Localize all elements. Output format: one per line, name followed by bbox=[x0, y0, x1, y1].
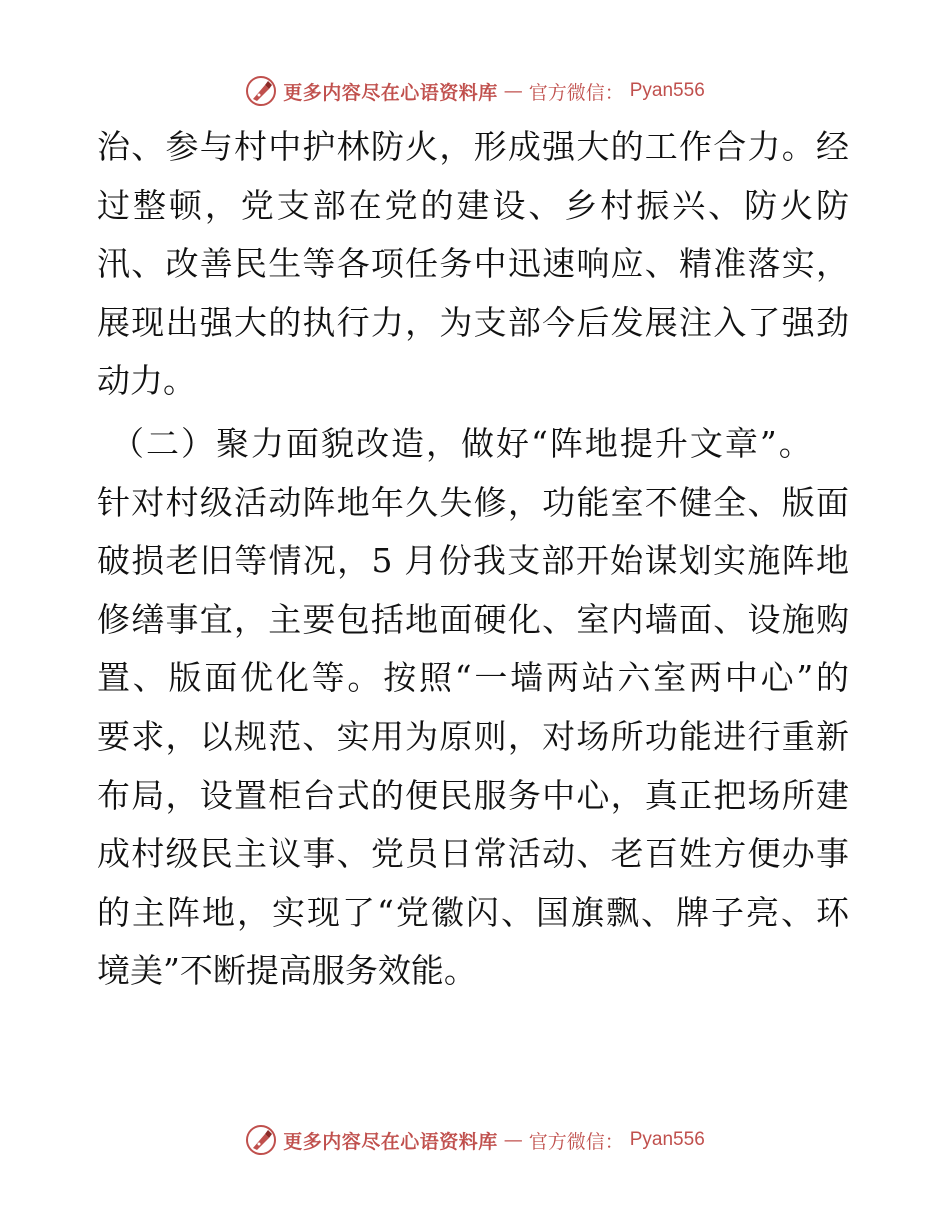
text-line: 修缮事宜，主要包括地面硬化、室内墙面、设施购 bbox=[97, 599, 849, 639]
text-line: 治、参与村中护林防火，形成强大的工作合力。经 bbox=[97, 127, 849, 166]
footer-banner bbox=[0, 1120, 950, 1160]
text-line: 要求，以规范、实用为原则，对场所功能进行重新 bbox=[97, 716, 849, 756]
banner-brand-text: 更多内容尽在心语资料库 bbox=[283, 1130, 498, 1153]
header-banner bbox=[0, 71, 950, 111]
banner-separator: — bbox=[503, 80, 523, 102]
section-heading: （二）聚力面貌改造，做好“阵地提升文章”。 bbox=[111, 423, 814, 463]
banner-wechat-id: Pyan556 bbox=[629, 1129, 705, 1150]
text-line: 汛、改善民生等各项任务中迅速响应、精准落实， bbox=[97, 244, 849, 284]
text-line: 动力。 bbox=[97, 361, 196, 401]
banner-separator: — bbox=[503, 1129, 523, 1151]
paragraph-2 bbox=[97, 474, 849, 1001]
text-line: 过整顿，党支部在党的建设、乡村振兴、防火防 bbox=[97, 185, 849, 225]
pen-nib-logo-icon bbox=[245, 1124, 277, 1156]
text-line: 置、版面优化等。按照“一墙两站六室两中心”的 bbox=[97, 658, 849, 698]
banner-official-label: 官方微信： bbox=[528, 81, 624, 104]
banner-official-label: 官方微信： bbox=[528, 1130, 624, 1153]
text-line: 布局，设置柜台式的便民服务中心，真正把场所建 bbox=[97, 775, 849, 815]
text-line: 展现出强大的执行力，为支部今后发展注入了强劲 bbox=[97, 302, 849, 342]
banner-brand-text: 更多内容尽在心语资料库 bbox=[283, 81, 498, 104]
document-body bbox=[97, 118, 849, 1001]
pen-nib-logo-icon bbox=[245, 75, 277, 107]
banner-wechat-id: Pyan556 bbox=[629, 80, 705, 101]
text-line: 境美”不断提高服务效能。 bbox=[97, 951, 477, 991]
text-line: 成村级民主议事、党员日常活动、老百姓方便办事 bbox=[97, 834, 849, 874]
text-line: 的主阵地，实现了“党徽闪、国旗飘、牌子亮、环 bbox=[97, 892, 849, 932]
paragraph-1 bbox=[97, 118, 849, 411]
text-line: 针对村级活动阵地年久失修，功能室不健全、版面 bbox=[97, 482, 849, 522]
text-line: 破损老旧等情况，5 月份我支部开始谋划实施阵地 bbox=[97, 541, 849, 581]
